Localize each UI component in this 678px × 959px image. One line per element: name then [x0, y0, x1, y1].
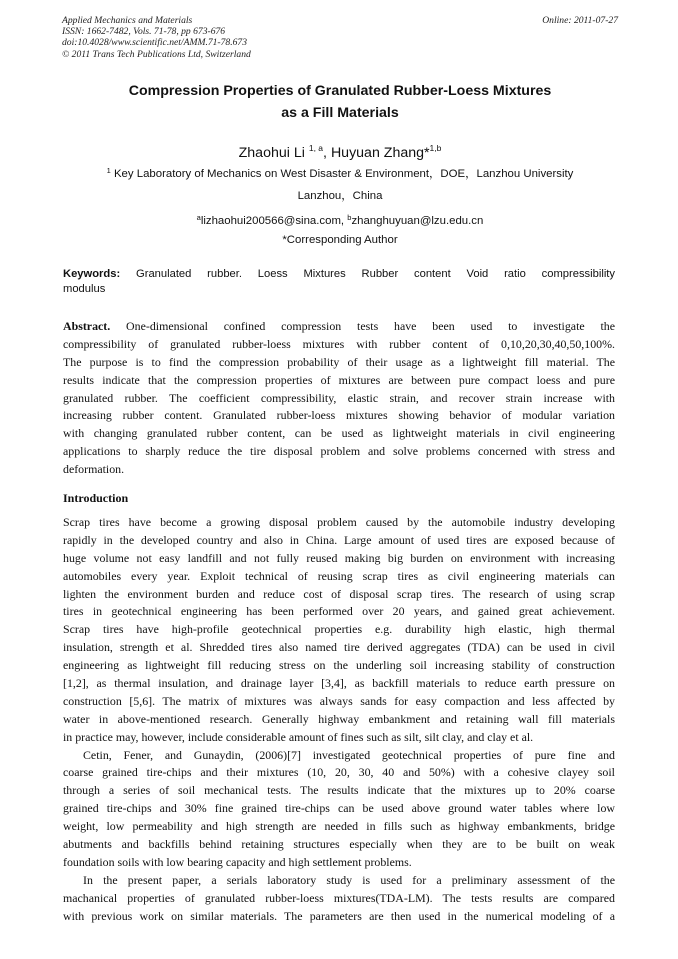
- online-date: Online: 2011-07-27: [542, 15, 618, 26]
- intro-line: automobiles every year. Exploit technical of reusing scrap tires as civil engineering materials can: [63, 568, 615, 583]
- copyright-line: © 2011 Trans Tech Publications Ltd, Switzerland: [62, 48, 251, 60]
- author-2: Huyuan Zhang*: [330, 145, 430, 161]
- corresponding-author: *Corresponding Author: [282, 234, 398, 246]
- keywords-line-2: modulus: [63, 283, 106, 295]
- author-2-affiliation: 1,b: [429, 143, 442, 153]
- affiliation-line-1: [62, 163, 618, 182]
- affiliation-line-2: Lanzhou，China: [297, 190, 383, 202]
- intro-line: with previous work on similar materials. The parameters are then used in the numerical modeling of a: [63, 908, 615, 923]
- abstract-line: Abstract. One-dimensional confined compression tests have been used to investigate the: [63, 319, 615, 333]
- section-heading-introduction: Introduction: [63, 491, 129, 505]
- intro-line: through a series of soil mechanical tests. The results indicate that the mixtures up to 20% coarse: [63, 783, 615, 798]
- intro-line: [1,2], as thermal insulation, and drainage layer [3,4], as backfill materials to reduce earth pressure on: [63, 676, 615, 691]
- intro-line: tires in geotechnical engineering has been performed over 20 years, and gained great achievement.: [63, 604, 615, 619]
- author-1: Zhaohui Li: [238, 145, 305, 161]
- journal-header: [62, 15, 618, 60]
- intro-line: rapidly in the developed country and also in China. Large amount of used tires are exposed because of: [63, 532, 615, 547]
- email-a-marker: a: [196, 213, 201, 222]
- intro-line: in practice may, however, include considerable amount of fines such as silt, silt clay, and clay et al.: [63, 729, 534, 744]
- abstract-line: The purpose is to find the compression probability of their usage as a lightweight fill material. The: [63, 354, 615, 369]
- intro-line: Scrap tires have become a growing disposal problem caused by the automobile industry developing: [63, 515, 615, 529]
- intro-line: machanical properties of granulated rubber-loess mixtures(TDA-LM). The tests results are compared: [63, 890, 615, 905]
- abstract-line: results indicate that the compression properties of mixtures are between pure compact loess and pure: [63, 372, 615, 387]
- intro-line: huge volume not easy landfill and not fully reused making big burden on environment with increasing: [63, 550, 615, 565]
- intro-line: grained tire-chips and 30% fine grained tire-chips can be used above ground water tables where low: [63, 801, 615, 816]
- issn-line: ISSN: 1662-7482, Vols. 71-78, pp 673-676: [62, 26, 226, 38]
- abstract-line: increasing rubber content. Granulated rubber-loess mixtures showing behavior of modular variation: [63, 408, 615, 423]
- abstract-label: Abstract.: [63, 319, 111, 333]
- doi-line: doi:10.4028/www.scientific.net/AMM.71-78.673: [62, 37, 248, 49]
- introduction-body: [63, 514, 615, 925]
- email-line: [62, 210, 618, 229]
- email-a: lizhaohui200566@sina.com,: [200, 215, 345, 227]
- keywords-list: Granulated rubber. Loess Mixtures Rubber content Void ratio compressibility: [136, 268, 615, 280]
- journal-name: Applied Mechanics and Materials: [62, 15, 193, 26]
- intro-line: abutments and backfills behind retaining structures especially when they are to be built on weak: [63, 837, 615, 852]
- abstract: [63, 318, 615, 479]
- abstract-line: granulated rubber. The coefficient compressibility, elastic strain, and recover strain increase with: [63, 390, 615, 405]
- intro-line: lighten the environment burden and reduce cost of disposal scrap tires. The research of using scrap: [63, 586, 615, 601]
- intro-line: water in above-mentioned research. Generally highway embankment and retaining wall fill materials: [63, 711, 615, 726]
- intro-line: Cetin, Fener, and Gunaydin, (2006)[7] investigated geotechnical properties of pure fine and: [83, 747, 615, 762]
- keywords-label: Keywords:: [63, 268, 121, 280]
- intro-line: foundation soils with low bearing capacity and high settlement problems.: [63, 854, 412, 869]
- intro-line: construction [5,6]. The matrix of mixtures was always sands for easy compaction and less affected by: [63, 693, 615, 708]
- intro-line: insulation, strength et al. Shredded tires also named tire derived aggregates (TDA) can be used in civil: [63, 640, 615, 655]
- author-separator: ,: [323, 145, 327, 161]
- intro-line: In the present paper, a serials laboratory study is used for a preliminary assessment of the: [83, 872, 615, 887]
- intro-line: engineering as lightweight fill reducing stress on the underling soil increasing stability of construction: [63, 658, 615, 673]
- intro-line: coarse grained tire-chips and their mixtures (10, 20, 30, 40 and 50%) with a cohesive clayey soil: [63, 765, 615, 780]
- keywords-line-1: [63, 267, 615, 282]
- author-1-affiliation: 1, a: [308, 143, 324, 153]
- email-b-marker: b: [347, 213, 352, 222]
- abstract-line: applications to sharply reduce the tire disposal problem and solve problems concerned with stress and: [63, 444, 615, 459]
- keywords-block: [63, 267, 615, 297]
- affiliation-text: Key Laboratory of Mechanics on West Disaster & Environment，DOE，Lanzhou University: [113, 168, 574, 180]
- paper-title: [62, 80, 618, 124]
- author-list: [62, 138, 618, 163]
- intro-line: weight, low permeability and high strength are needed in fills such as highway embankments, bridge: [63, 819, 615, 834]
- intro-line: Scrap tires have high-profile geotechnical properties e.g. durability high elastic, high thermal: [63, 622, 615, 637]
- title-line-1: Compression Properties of Granulated Rubber-Loess Mixtures: [128, 83, 552, 99]
- email-b: zhanghuyuan@lzu.edu.cn: [351, 215, 484, 227]
- abstract-line: compressibility of granulated rubber-loess mixtures with rubber content of 0,10,20,30,40,50,100%.: [63, 336, 615, 351]
- affiliation-marker: 1: [106, 166, 111, 175]
- abstract-line: with changing granulated rubber content, can be used as lightweight materials in civil engineering: [63, 426, 615, 441]
- abstract-line: deformation.: [63, 462, 125, 477]
- title-line-2: as a Fill Materials: [281, 105, 399, 121]
